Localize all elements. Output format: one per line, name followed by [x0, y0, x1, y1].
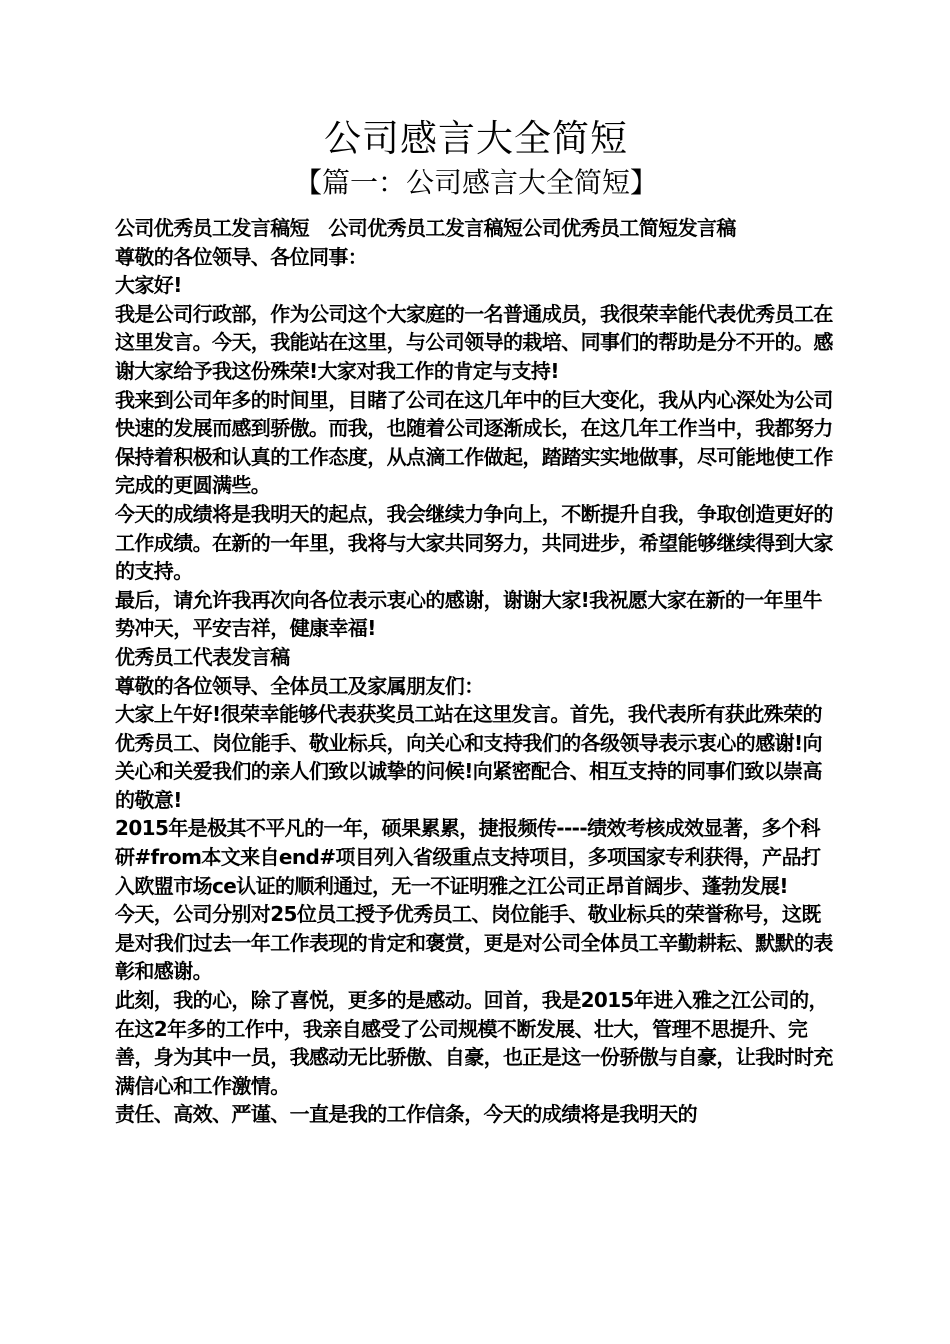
document-page	[115, 112, 837, 1129]
paragraph-salutation: 尊敬的各位领导、各位同事：	[115, 244, 368, 269]
paragraph: 今天，公司分别对25位员工授予优秀员工、岗位能手、敬业标兵的荣誉称号，这既是对我们过去一年工作表现的肯定和褒赏，更是对公司全体员工辛勤耕耘、默默的表彰和感谢。	[115, 902, 833, 984]
paragraph-salutation: 尊敬的各位领导、全体员工及家属朋友们：	[115, 673, 484, 698]
paragraph: 我来到公司年多的时间里，目睹了公司在这几年中的巨大变化，我从内心深处为公司快速的发展而感到骄傲。而我，也随着公司逐渐成长，在这几年工作当中，我都努力保持着积极和认真的工作态度，从点滴工作做起，踏踏实实地做事，尽可能地使工作完成的更圆满些。	[115, 387, 833, 498]
paragraph: 2015年是极其不平凡的一年，硕果累累，捷报频传----绩效考核成效显著，多个科研#from本文来自end#项目列入省级重点支持项目，多项国家专利获得，产品打入欧盟市场ce认证的顺利通过，无一不证明雅之江公司正昂首阔步、蓬勃发展!	[115, 816, 821, 898]
paragraph: 大家上午好!很荣幸能够代表获奖员工站在这里发言。首先，我代表所有获此殊荣的优秀员工、岗位能手、敬业标兵，向关心和支持我们的各级领导表示衷心的感谢!向关心和关爱我们的亲人们致以诚挚的问候!向紧密配合、相互支持的同事们致以崇高的敬意!	[115, 702, 822, 812]
paragraph: 最后，请允许我再次向各位表示衷心的感谢，谢谢大家!我祝愿大家在新的一年里牛势冲天，平安吉祥，健康幸福!	[115, 587, 822, 641]
paragraph-heading: 优秀员工代表发言稿	[115, 644, 290, 669]
paragraph: 今天的成绩将是我明天的起点，我会继续力争向上，不断提升自我，争取创造更好的工作成绩。在新的一年里，我将与大家共同努力，共同进步，希望能够继续得到大家的支持。	[115, 501, 833, 584]
paragraph: 此刻，我的心，除了喜悦，更多的是感动。回首，我是2015年进入雅之江公司的，在这2年多的工作中，我亲自感受了公司规模不断发展、壮大，管理不思提升、完善，身为其中一员，我感动无比骄傲、自豪，也正是这一份骄傲与自豪，让我时时充满信心和工作激情。	[115, 988, 833, 1098]
paragraph: 我是公司行政部，作为公司这个大家庭的一名普通成员，我很荣幸能代表优秀员工在这里发言。今天，我能站在这里，与公司领导的栽培、同事们的帮助是分不开的。感谢大家给予我这份殊荣!大家对我工作的肯定与支持!	[115, 301, 833, 383]
paragraph: 责任、高效、严谨、一直是我的工作信条，今天的成绩将是我明天的	[115, 1102, 697, 1127]
paragraph-greeting: 大家好!	[115, 273, 182, 298]
paragraph-heading: 公司优秀员工发言稿短 公司优秀员工发言稿短公司优秀员工简短发言稿	[115, 216, 736, 240]
document-subtitle: 【篇一：公司感言大全简短】	[293, 166, 658, 199]
document-title: 公司感言大全简短	[324, 117, 628, 160]
